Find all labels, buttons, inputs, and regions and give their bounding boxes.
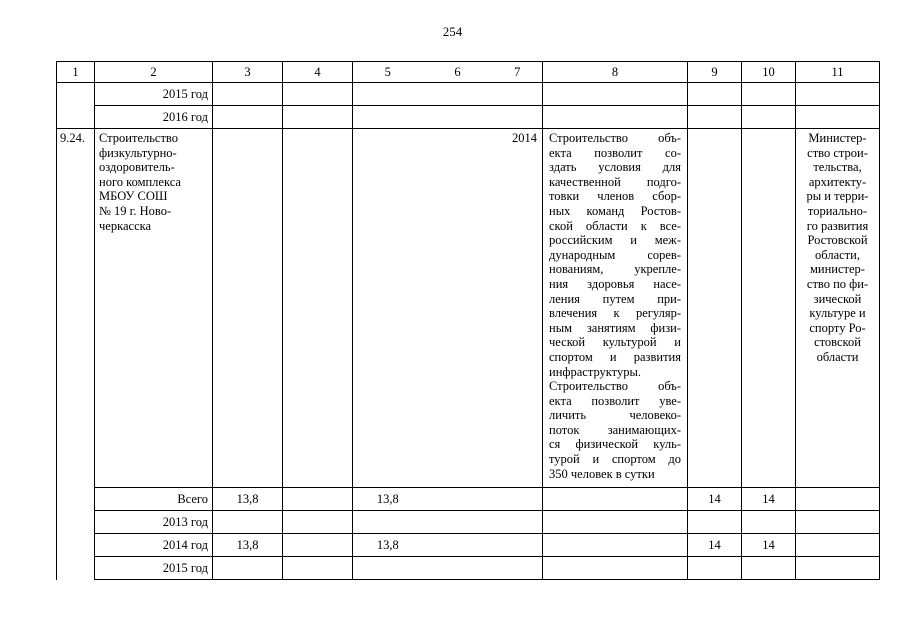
item-responsible-line: Министер- [808, 131, 867, 145]
row-label: 2016 год [95, 106, 213, 129]
item-result-line: товки членов сбор- [549, 189, 681, 204]
item-name-line: Строительство [99, 131, 179, 145]
header-cell: 8 [543, 62, 688, 83]
item-responsible-line: ство строи- [807, 145, 868, 160]
item-responsible-line: области [816, 349, 859, 364]
item-result-line: ния здоровья насе- [549, 276, 681, 291]
header-cell: 9 [688, 62, 742, 83]
item-result-line: спортом и развития [549, 349, 681, 364]
item-name-line: МБОУ СОШ [99, 189, 168, 204]
item-row [57, 129, 880, 488]
cell-col10: 14 [742, 534, 796, 557]
item-result-line: ления путем при- [549, 291, 681, 306]
item-responsible-line: архитекту- [808, 174, 867, 189]
item-responsible-line: спорту Ро- [809, 320, 866, 335]
item-responsible-line: Ростовской [807, 233, 868, 248]
header-row [57, 62, 880, 83]
item-result-line: ным занятиям физи- [549, 320, 681, 335]
table-row [57, 557, 880, 580]
item-result-line: Строительство объ- [549, 379, 681, 394]
item-responsible-line: го развития [806, 218, 869, 233]
cell-col3: 13,8 [213, 488, 283, 511]
page-number: 254 [442, 24, 463, 39]
item-result-line: ческой культурой и [549, 335, 681, 350]
row-label: Всего [95, 488, 213, 511]
item-result-line: качественной подго- [549, 174, 681, 189]
item-result-line: Строительство объ- [549, 131, 681, 145]
item-result-line: 350 человек в сутки [549, 466, 655, 481]
table-row [57, 511, 880, 534]
header-cell: 3 [213, 62, 283, 83]
item-result-line: ных команд Ростов- [549, 203, 681, 218]
item-name [99, 131, 208, 233]
item-result-line: личить человеко- [549, 408, 681, 423]
cell-col9: 14 [688, 488, 742, 511]
item-responsible-line: культуре и [809, 306, 866, 321]
item-result-line: ской области к все- [549, 218, 681, 233]
row-label: 2013 год [95, 511, 213, 534]
table-row [57, 83, 880, 106]
item-name-line: ного комплекса [99, 174, 181, 189]
item-result [549, 131, 681, 481]
program-table [56, 61, 880, 580]
row-label: 2015 год [95, 557, 213, 580]
item-result-cell [543, 129, 688, 488]
row-label: 2014 год [95, 534, 213, 557]
header-cell: 7 [493, 62, 543, 83]
header-cell: 1 [57, 62, 95, 83]
item-responsible-line: ториально- [807, 203, 868, 218]
header-cell: 5 [353, 62, 423, 83]
item-result-line: поток занимающих- [549, 422, 681, 437]
cell-col5: 13,8 [353, 534, 423, 557]
item-responsible-line: области, [815, 247, 860, 262]
header-cell: 2 [95, 62, 213, 83]
table-row [57, 106, 880, 129]
item-name-line: черкасска [99, 218, 152, 233]
item-responsible-line: ры и терри- [806, 189, 869, 204]
header-cell: 6 [423, 62, 493, 83]
item-result-line: екта позволит уве- [549, 393, 681, 408]
item-result-line: турой и спортом до [549, 452, 681, 467]
table-row [57, 534, 880, 557]
item-result-line: здать условия для [549, 160, 681, 175]
item-result-line: ся физической куль- [549, 437, 681, 452]
item-responsible-line: министер- [810, 262, 865, 277]
item-result-line: екта позволит со- [549, 145, 681, 160]
item-result-line: инфраструктуры. [549, 364, 642, 379]
item-responsible-line: ство по фи- [806, 276, 869, 291]
item-responsible-line: стовской [814, 335, 861, 350]
item-result-line: влечения к регуляр- [549, 306, 681, 321]
item-name-line: оздоровитель- [99, 160, 175, 175]
item-number: 9.24. [60, 131, 85, 145]
header-cell: 4 [283, 62, 353, 83]
item-name-cell [95, 129, 213, 488]
item-responsible-line: зической [813, 291, 862, 306]
header-cell: 10 [742, 62, 796, 83]
cell-col5: 13,8 [353, 488, 423, 511]
table-row [57, 488, 880, 511]
row-label: 2015 год [95, 83, 213, 106]
header-cell: 11 [796, 62, 880, 83]
item-responsible [798, 131, 877, 365]
item-year: 2014 [493, 129, 543, 488]
item-name-line: № 19 г. Ново- [99, 203, 172, 218]
item-name-line: физкультурно- [99, 145, 177, 160]
cell-col9: 14 [688, 534, 742, 557]
item-result-line: российским и меж- [549, 233, 681, 248]
cell-col3: 13,8 [213, 534, 283, 557]
item-result-line: дународным сорев- [549, 247, 681, 262]
item-result-line: нованиям, укрепле- [549, 262, 681, 277]
cell-col10: 14 [742, 488, 796, 511]
item-responsible-cell [796, 129, 880, 488]
item-responsible-line: тельства, [813, 160, 862, 175]
